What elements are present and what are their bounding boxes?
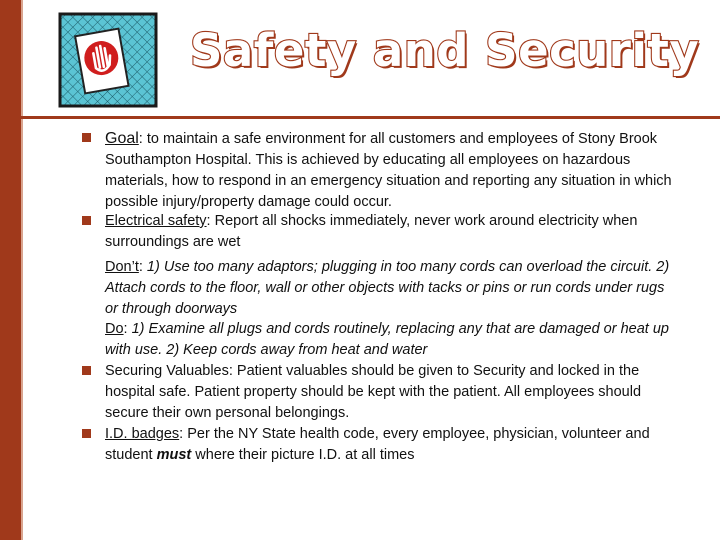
do-paragraph [105, 319, 680, 361]
bullet-marker [82, 429, 91, 438]
bullet-marker [82, 366, 91, 375]
page-title: Safety and Security [190, 24, 700, 77]
stop-hand-sign-icon [58, 12, 158, 108]
badges-label: I.D. badges [105, 426, 180, 442]
badges-text-end: where their picture I.D. at all times [191, 447, 415, 463]
do-label: Do [105, 321, 124, 337]
dont-paragraph [105, 257, 680, 320]
bullet-marker [82, 216, 91, 225]
bullet-marker [82, 133, 91, 142]
badges-text: : Per the NY State health code, every employee, physician, volunteer and student [105, 426, 650, 463]
title-divider [21, 116, 720, 119]
goal-label: Goal [105, 130, 139, 147]
goal-paragraph [105, 128, 680, 213]
do-colon: : [123, 321, 132, 337]
do-text: 1) Examine all plugs and cords routinely, replacing any that are damaged or heat up with use. 2) Keep cords away from heat and water [105, 321, 669, 358]
left-accent-stripe [21, 0, 23, 540]
dont-text: 1) Use too many adaptors; plugging in too many cords can overload the circuit. 2) Attach cords to the floor, wall or other objects with tacks or pins or run cords under rugs or through doorways [105, 259, 670, 317]
electrical-paragraph [105, 211, 680, 253]
dont-colon: : [138, 259, 147, 275]
badges-must: must [156, 447, 192, 463]
goal-text: : to maintain a safe environment for all customers and employees of Stony Brook Southampton Hospital. This is achieved by educating all employees on hazardous materials, how to respond in an emergency situation and reporting any situation in which possible injury/property damage could occur. [105, 131, 672, 210]
valuables-paragraph: Securing Valuables: Patient valuables should be given to Security and locked in the hospital safe. Patient property should be kept with the patient. All employees should secure their own personal belongings. [105, 363, 642, 421]
electrical-label: Electrical safety [105, 213, 207, 229]
badges-paragraph [105, 424, 680, 466]
electrical-text: : Report all shocks immediately, never work around electricity when surroundings are wet [105, 213, 638, 250]
dont-label: Don’t [105, 259, 139, 275]
left-accent-bar [0, 0, 21, 540]
